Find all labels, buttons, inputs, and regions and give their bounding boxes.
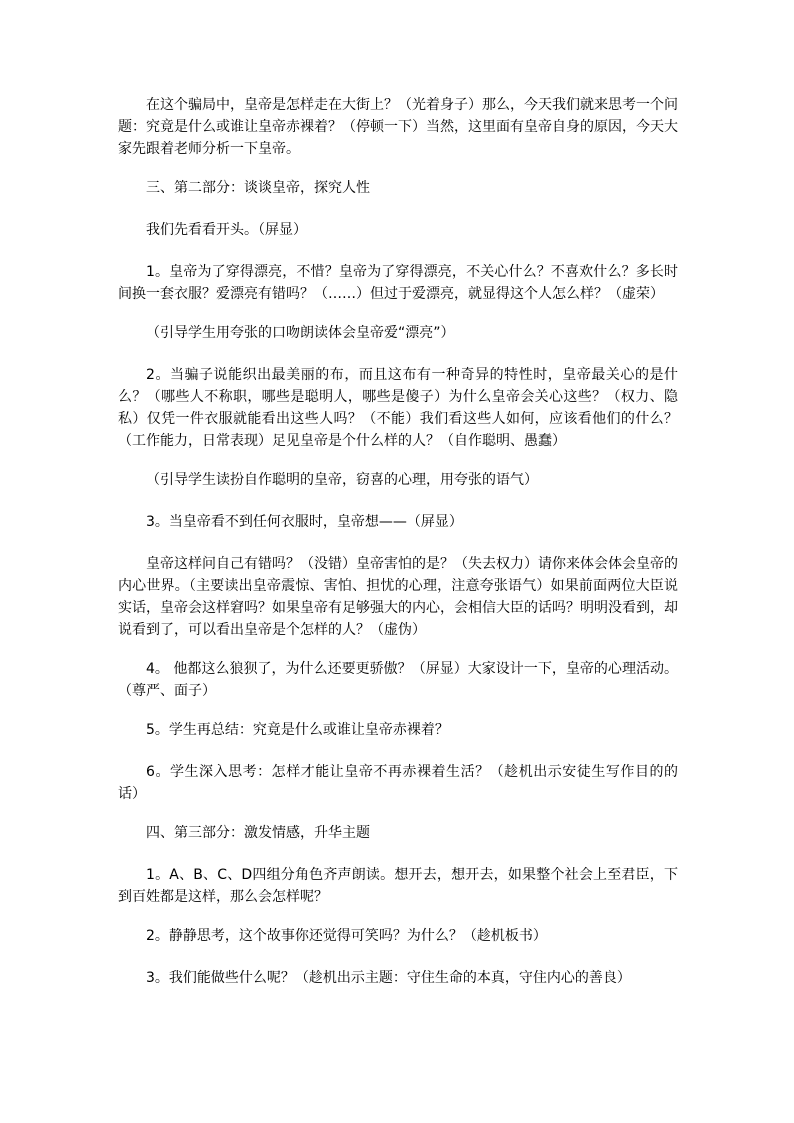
document-body	[118, 94, 678, 1009]
section-heading-part-two: 三、第二部分：谈谈皇帝，探究人性	[146, 180, 370, 196]
paragraph-item-4: 4。 他都这么狼狈了，为什么还要更骄傲？（屏显）大家设计一下，皇帝的心理活动。（尊严、面子）	[118, 661, 678, 699]
paragraph-look-at-opening: 我们先看看开头。（屏显）	[146, 222, 307, 238]
paragraph-part3-item-3: 3。我们能做些什么呢？（趁机出示主题：守住生命的本真，守住内心的善良）	[146, 970, 631, 986]
paragraph-intro: 在这个骗局中，皇帝是怎样走在大街上？（光着身子）那么，今天我们就来思考一个问题：究竟是什么或谁让皇帝赤裸着？（停顿一下）当然，这里面有皇帝自身的原因，今天大家先跟着老师分析一下皇帝。	[118, 97, 678, 157]
paragraph-guide-1: （引导学生用夸张的口吻朗读体会皇帝爱“漂亮”）	[146, 325, 455, 341]
paragraph-item-3-detail: 皇帝这样问自己有错吗？（没错）皇帝害怕的是？（失去权力）请你来体会体会皇帝的内心世界。（主要读出皇帝震惊、害怕、担忧的心理，注意夸张语气）如果前面两位大臣说实话，皇帝会这样窘吗？如果皇帝有足够强大的内心，会相信大臣的话吗？明明没看到，却说看到了，可以看出皇帝是个怎样的人？（虚伪）	[118, 556, 678, 638]
paragraph-item-6: 6。学生深入思考：怎样才能让皇帝不再赤裸着生活？（趁机出示安徒生写作目的的话）	[118, 764, 678, 802]
section-heading-part-three: 四、第三部分：激发情感，升华主题	[146, 825, 370, 841]
paragraph-item-2: 2。当骗子说能织出最美丽的布，而且这布有一种奇异的特性时，皇帝最关心的是什么？（哪些人不称职，哪些是聪明人，哪些是傻子）为什么皇帝会关心这些？（权力、隐私）仅凭一件衣服就能看出这些人吗？（不能）我们看这些人如何，应该看他们的什么？（工作能力，日常表现）足见皇帝是个什么样的人？（自作聪明、愚蠢）	[118, 367, 678, 449]
paragraph-part3-item-1: 1。A、B、C、D四组分角色齐声朗读。想开去，想开去，如果整个社会上至君臣，下到百姓都是这样，那么会怎样呢？	[118, 867, 678, 905]
paragraph-part3-item-2: 2。静静思考，这个故事你还觉得可笑吗？为什么？（趁机板书）	[146, 928, 547, 944]
paragraph-guide-2: （引导学生读扮自作聪明的皇帝，窃喜的心理，用夸张的语气）	[146, 472, 538, 488]
paragraph-item-1: 1。皇帝为了穿得漂亮，不惜？皇帝为了穿得漂亮，不关心什么？不喜欢什么？多长时间换一套衣服？爱漂亮有错吗？（……）但过于爱漂亮，就显得这个人怎么样？（虚荣）	[118, 264, 678, 302]
paragraph-item-5: 5。学生再总结：究竟是什么或谁让皇帝赤裸着？	[146, 722, 449, 738]
paragraph-item-3: 3。当皇帝看不到任何衣服时，皇帝想——（屏显）	[146, 514, 463, 530]
